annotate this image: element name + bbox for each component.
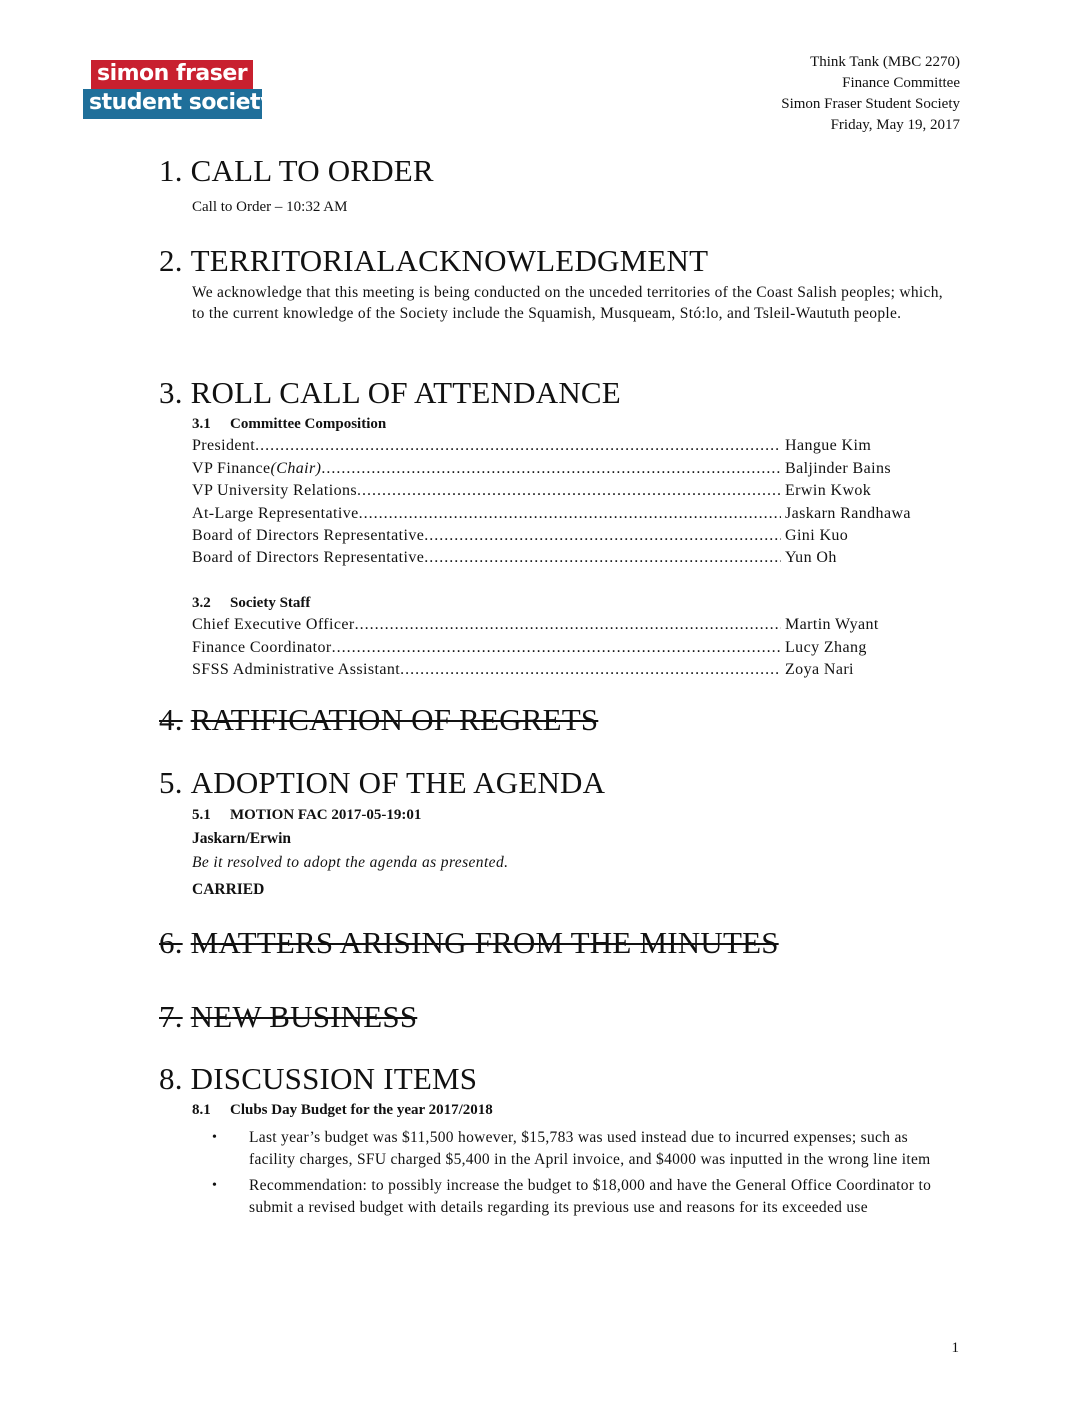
subsection-title: Society Staff — [230, 595, 311, 611]
role: Chief Executive Officer — [192, 616, 355, 634]
section-number: 2. — [159, 243, 183, 278]
role: At-Large Representative — [192, 504, 359, 522]
role: SFSS Administrative Assistant — [192, 661, 401, 679]
subsection-number: 8.1 — [192, 1102, 211, 1118]
subsection-number: 3.2 — [192, 595, 211, 611]
roster-row — [192, 547, 957, 569]
roster-row — [192, 659, 957, 681]
role: VP University Relations — [192, 482, 358, 500]
motion-result: CARRIED — [192, 881, 265, 898]
member-name: Jaskarn Randhawa — [785, 504, 911, 522]
section-number: 3. — [159, 375, 183, 410]
member-name: Zoya Nari — [785, 661, 854, 679]
section-number: 1. — [159, 153, 183, 188]
section-title: DISCUSSION ITEMS — [190, 1061, 478, 1096]
section-title: ADOPTION OF THE AGENDA — [190, 765, 606, 800]
role: President — [192, 437, 256, 455]
section-1-heading — [159, 154, 434, 188]
subsection-title: Clubs Day Budget for the year 2017/2018 — [230, 1102, 493, 1118]
meeting-location: Think Tank (MBC 2270) — [810, 54, 960, 70]
page-number: 1 — [951, 1340, 959, 1356]
agenda-motion — [192, 803, 508, 902]
organization-name: Simon Fraser Student Society — [781, 96, 960, 112]
bullet-glyph: • — [212, 1130, 218, 1145]
motion-movers: Jaskarn/Erwin — [192, 830, 292, 847]
section-title: RATIFICATION OF REGRETS — [190, 702, 599, 737]
motion-id: MOTION FAC 2017-05-19:01 — [230, 807, 422, 823]
meeting-date: Friday, May 19, 2017 — [830, 117, 960, 133]
role: Board of Directors Representative — [192, 527, 425, 545]
subsection-heading — [192, 413, 957, 435]
section-7-heading — [159, 1000, 417, 1034]
section-4-heading — [159, 703, 598, 737]
logo-line-2: student society — [83, 89, 262, 119]
role: VP Finance — [192, 459, 271, 477]
discussion-subheading — [192, 1100, 493, 1121]
member-name: Erwin Kwok — [785, 482, 872, 500]
bullet-text: Recommendation: to possibly increase the budget to $18,000 and have the General Office Coordinator to submit a revised budget with details regarding its previous use and reasons for its exceeded use — [249, 1177, 932, 1216]
member-name: Hangue Kim — [785, 437, 872, 455]
roster-row — [192, 525, 957, 547]
roster-row — [192, 637, 957, 659]
motion-heading — [192, 803, 508, 827]
role: Finance Coordinator — [192, 638, 332, 656]
member-name: Martin Wyant — [785, 616, 879, 634]
section-number: 6. — [159, 925, 183, 960]
section-number: 4. — [159, 702, 183, 737]
acknowledgment-text: We acknowledge that this meeting is being conducted on the unceded territories of the Coast Salish peoples; which, to the current knowledge of the Society include the Squamish, Musqueam, Stó:lo, and Tsleil-Waututh people. — [192, 284, 943, 322]
committee-composition — [192, 413, 957, 570]
roster-row — [192, 614, 957, 636]
section-number: 5. — [159, 765, 183, 800]
section-title: NEW BUSINESS — [190, 999, 418, 1034]
bullet-text: Last year’s budget was $11,500 however, $15,783 was used instead due to incurred expenses; such as facility charges, SFU charged $5,400 in the April invoice, and $4000 was inputted in the wrong line item — [249, 1129, 931, 1168]
meeting-header — [781, 52, 960, 136]
committee-name: Finance Committee — [842, 75, 960, 91]
role: Board of Directors Representative — [192, 549, 425, 567]
bullet-glyph: • — [212, 1178, 218, 1193]
subsection-number: 5.1 — [192, 807, 211, 823]
logo-line-1: simon fraser — [91, 60, 253, 89]
member-name: Yun Oh — [785, 549, 837, 567]
sfss-logo — [83, 60, 274, 119]
member-name: Baljinder Bains — [785, 459, 891, 477]
section-5-heading — [159, 766, 605, 800]
list-item — [210, 1127, 958, 1170]
discussion-bullets — [210, 1127, 958, 1223]
roster-row — [192, 458, 957, 480]
call-to-order-text: Call to Order – 10:32 AM — [192, 199, 348, 215]
section-title: TERRITORIALACKNOWLEDGMENT — [190, 243, 709, 278]
section-6-heading — [159, 926, 779, 960]
section-2-heading — [159, 244, 708, 278]
section-title: ROLL CALL OF ATTENDANCE — [190, 375, 621, 410]
member-name: Lucy Zhang — [785, 638, 867, 656]
section-title: MATTERS ARISING FROM THE MINUTES — [190, 925, 779, 960]
subsection-title: Committee Composition — [230, 416, 387, 432]
motion-text: Be it resolved to adopt the agenda as presented. — [192, 854, 509, 871]
member-name: Gini Kuo — [785, 527, 849, 545]
roster-row — [192, 480, 957, 502]
society-staff — [192, 592, 957, 682]
section-title: CALL TO ORDER — [190, 153, 434, 188]
role-note: (Chair) — [270, 459, 322, 477]
section-8-heading — [159, 1062, 477, 1096]
section-number: 7. — [159, 999, 183, 1034]
list-item — [210, 1175, 958, 1218]
section-number: 8. — [159, 1061, 183, 1096]
roster-row — [192, 435, 957, 457]
subsection-number: 3.1 — [192, 416, 211, 432]
roster-row — [192, 503, 957, 525]
section-3-heading — [159, 376, 621, 410]
subsection-heading — [192, 592, 957, 614]
